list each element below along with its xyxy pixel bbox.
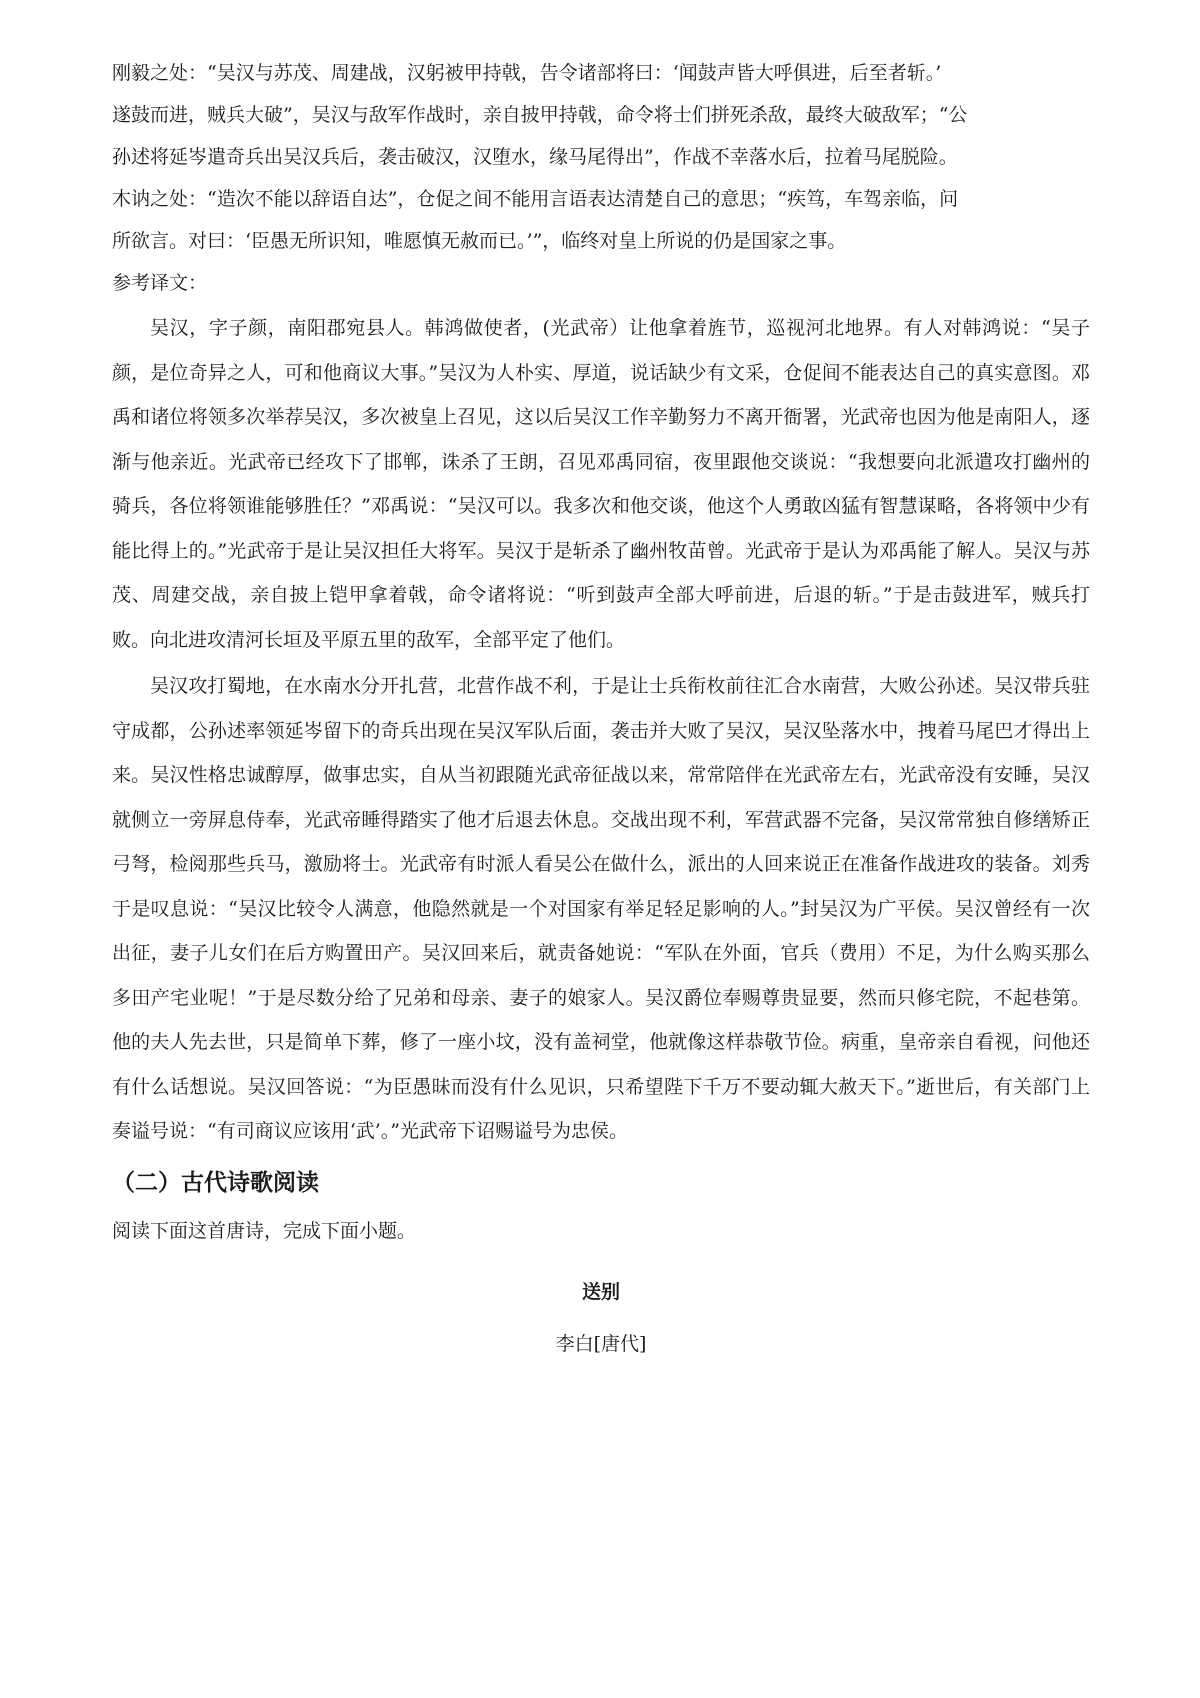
note-line: 刚毅之处：“吴汉与苏茂、周建战，汉躬被甲持戟，告令诸部将曰：‘闻鼓声皆大呼俱进，后至者斩。’ xyxy=(112,62,942,84)
note-line: 遂鼓而进，贼兵大破”，吴汉与敌军作战时，亲自披甲持戟，命令将士们拼死杀敌，最终大破敌军；“公 xyxy=(112,104,968,126)
poem-title: 送别 xyxy=(581,1280,620,1303)
translation-paragraph-1: 吴汉，字子颜，南阳郡宛县人。韩鸿做使者，(光武帝）让他拿着旌节，巡视河北地界。有人对韩鸿说：“吴子颜，是位奇异之人，可和他商议大事。”吴汉为人朴实、厚道，说话缺少有文采，仓促间不能表达自己的真实意图。邓禹和诸位将领多次举荐吴汉，多次被皇上召见，这以后吴汉工作辛勤努力不离开衙署，光武帝也因为他是南阳人，逐渐与他亲近。光武帝已经攻下了邯郸，诛杀了王朗，召见邓禹同宿，夜里跟他交谈说：“我想要向北派遣攻打幽州的骑兵，各位将领谁能够胜任？”邓禹说：“吴汉可以。我多次和他交谈，他这个人勇敢凶猛有智慧谋略，各将领中少有能比得上的。”光武帝于是让吴汉担任大将军。吴汉于是斩杀了幽州牧苗曾。光武帝于是认为邓禹能了解人。吴汉与苏茂、周建交战，亲自披上铠甲拿着戟，命令诸将说：“听到鼓声全部大呼前进，后退的斩。”于是击鼓进军，贼兵打败。向北进攻清河长垣及平原五里的敌军，全部平定了他们。 xyxy=(112,317,1090,651)
note-line: 木讷之处：“造次不能以辞语自达”，仓促之间不能用言语表达清楚自己的意思；“疾笃，车驾亲临，问 xyxy=(112,188,959,210)
translation-paragraph-2: 吴汉攻打蜀地，在水南水分开扎营，北营作战不利，于是让士兵衔枚前往汇合水南营，大败公孙述。吴汉带兵驻守成都，公孙述率领延岑留下的奇兵出现在吴汉军队后面，袭击并大败了吴汉，吴汉坠落水中，拽着马尾巴才得出上来。吴汉性格忠诚醇厚，做事忠实，自从当初跟随光武帝征战以来，常常陪伴在光武帝左右，光武帝没有安睡，吴汉就侧立一旁屏息侍奉，光武帝睡得踏实了他才后退去休息。交战出现不利，军营武器不完备，吴汉常常独自修缮矫正弓弩，检阅那些兵马，激励将士。光武帝有时派人看吴公在做什么，派出的人回来说正在准备作战进攻的装备。刘秀于是叹息说：“吴汉比较令人满意，他隐然就是一个对国家有举足轻足影响的人。”封吴汉为广平侯。吴汉曾经有一次出征，妻子儿女们在后方购置田产。吴汉回来后，就责备她说：“军队在外面，官兵（费用）不足，为什么购买那么多田产宅业呢！”于是尽数分给了兄弟和母亲、妻子的娘家人。吴汉爵位奉赐尊贵显要，然而只修宅院，不起巷第。他的夫人先去世，只是简单下葬，修了一座小坟，没有盖祠堂，他就像这样恭敬节俭。病重，皇帝亲自看视，问他还有什么话想说。吴汉回答说：“为臣愚昧而没有什么见识，只希望陛下千万不要动辄大赦天下。”逝世后，有关部门上奏谥号说：“有司商议应该用‘武’。”光武帝下诏赐谥号为忠侯。 xyxy=(112,675,1090,1142)
note-line: 所欲言。对曰：‘臣愚无所识知，唯愿慎无赦而已。’”，临终对皇上所说的仍是国家之事。 xyxy=(112,230,847,252)
analysis-notes xyxy=(112,52,1090,262)
poem-author: 李白[唐代] xyxy=(555,1332,647,1355)
translation-label: 参考译文： xyxy=(112,272,208,294)
note-line: 孙述将延岑遣奇兵出吴汉兵后，袭击破汉，汉堕水，缘马尾得出”，作战不幸落水后，拉着马尾脱险。 xyxy=(112,146,958,168)
section-instruction: 阅读下面这首唐诗，完成下面小题。 xyxy=(112,1219,417,1242)
section-title: （二）古代诗歌阅读 xyxy=(112,1169,319,1196)
